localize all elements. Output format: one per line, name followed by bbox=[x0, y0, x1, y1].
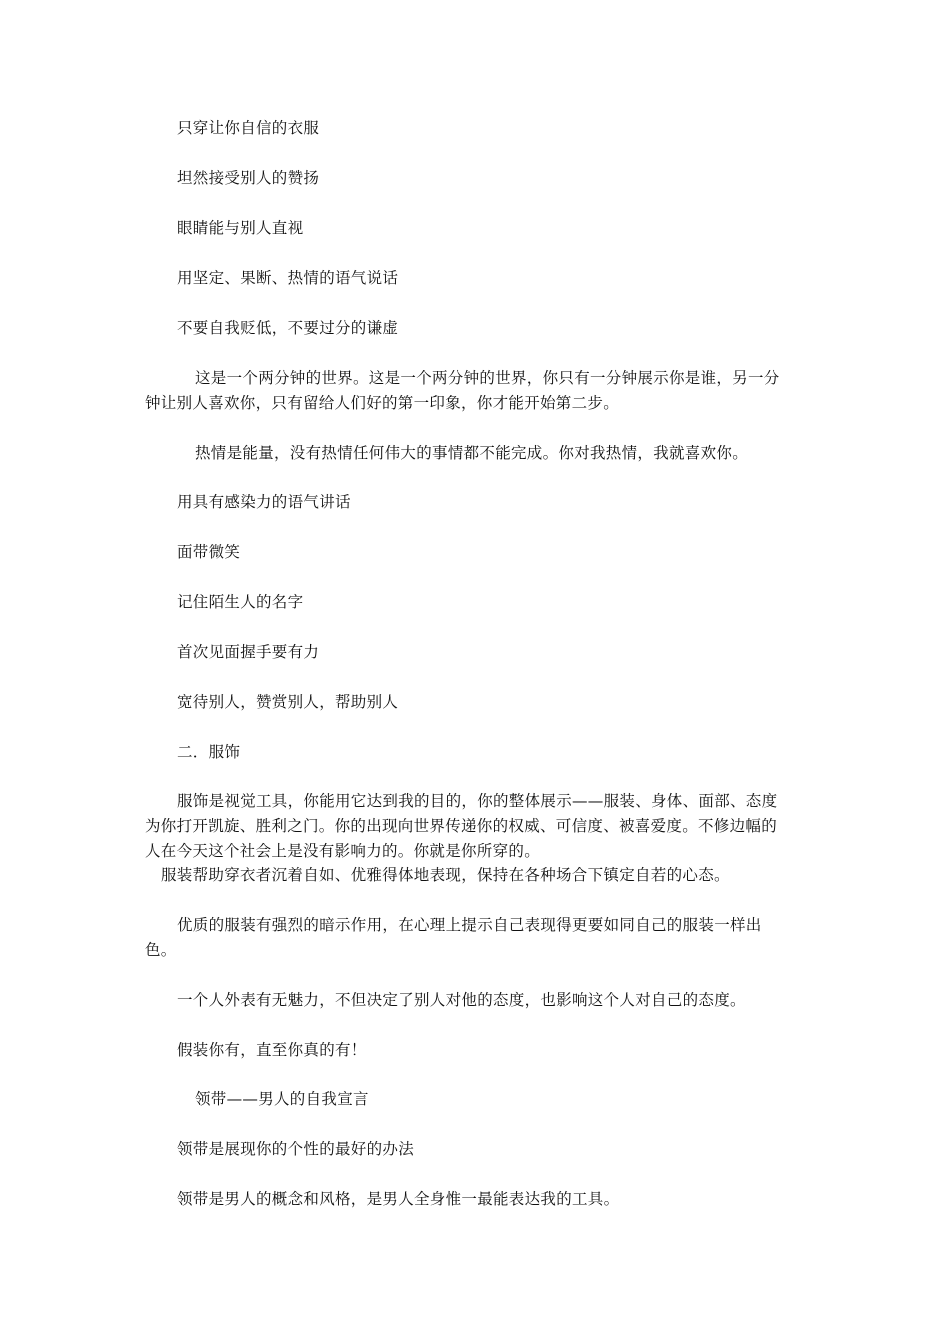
paragraph-apparel-visual-tool-line3: 人在今天这个社会上是没有影响力的。你就是你所穿的。 bbox=[145, 842, 541, 860]
paragraph-tie-concept: 领带是男人的概念和风格，是男人全身惟一最能表达我的工具。 bbox=[177, 1190, 620, 1208]
section-heading-apparel: 二．服饰 bbox=[177, 743, 241, 761]
paragraph-appearance-charm: 一个人外表有无魅力，不但决定了别人对他的态度，也影响这个人对自己的态度。 bbox=[177, 991, 746, 1009]
subheading-tie: 领带——男人的自我宣言 bbox=[195, 1090, 369, 1108]
paragraph-treat-others: 宽待别人，赞赏别人，帮助别人 bbox=[177, 693, 399, 711]
paragraph-quality-clothing-line1: 优质的服装有强烈的暗示作用，在心理上提示自己表现得更要如同自己的服装一样出 bbox=[177, 916, 762, 934]
paragraph-fake-it: 假装你有，直至你真的有！ bbox=[177, 1041, 367, 1059]
paragraph-tie-personality: 领带是展现你的个性的最好的办法 bbox=[177, 1140, 415, 1158]
paragraph-two-minute-world-line1: 这是一个两分钟的世界。这是一个两分钟的世界，你只有一分钟展示你是谁，另一分 bbox=[195, 369, 780, 387]
paragraph-firm-handshake: 首次见面握手要有力 bbox=[177, 643, 320, 661]
paragraph-enthusiasm: 热情是能量，没有热情任何伟大的事情都不能完成。你对我热情，我就喜欢你。 bbox=[195, 444, 749, 462]
paragraph-clothing-helps: 服装帮助穿衣者沉着自如、优雅得体地表现，保持在各种场合下镇定自若的心态。 bbox=[161, 866, 730, 884]
paragraph-eye-contact: 眼睛能与别人直视 bbox=[177, 219, 304, 237]
paragraph-quality-clothing-line2: 色。 bbox=[145, 941, 177, 959]
paragraph-apparel-visual-tool-line2: 为你打开凯旋、胜利之门。你的出现向世界传递你的权威、可信度、被喜爱度。不修边幅的 bbox=[145, 817, 778, 835]
paragraph-smile: 面带微笑 bbox=[177, 543, 241, 561]
paragraph-infectious-tone: 用具有感染力的语气讲话 bbox=[177, 493, 351, 511]
paragraph-accept-praise: 坦然接受别人的赞扬 bbox=[177, 169, 320, 187]
paragraph-firm-tone: 用坚定、果断、热情的语气说话 bbox=[177, 269, 399, 287]
paragraph-apparel-visual-tool-line1: 服饰是视觉工具，你能用它达到我的目的，你的整体展示——服装、身体、面部、态度 bbox=[177, 792, 778, 810]
paragraph-two-minute-world-line2: 钟让别人喜欢你，只有留给人们好的第一印象，你才能开始第二步。 bbox=[145, 394, 620, 412]
paragraph-remember-names: 记住陌生人的名字 bbox=[177, 593, 304, 611]
paragraph-no-self-belittle: 不要自我贬低，不要过分的谦虚 bbox=[177, 319, 399, 337]
paragraph-confidence-clothes: 只穿让你自信的衣服 bbox=[177, 119, 320, 137]
